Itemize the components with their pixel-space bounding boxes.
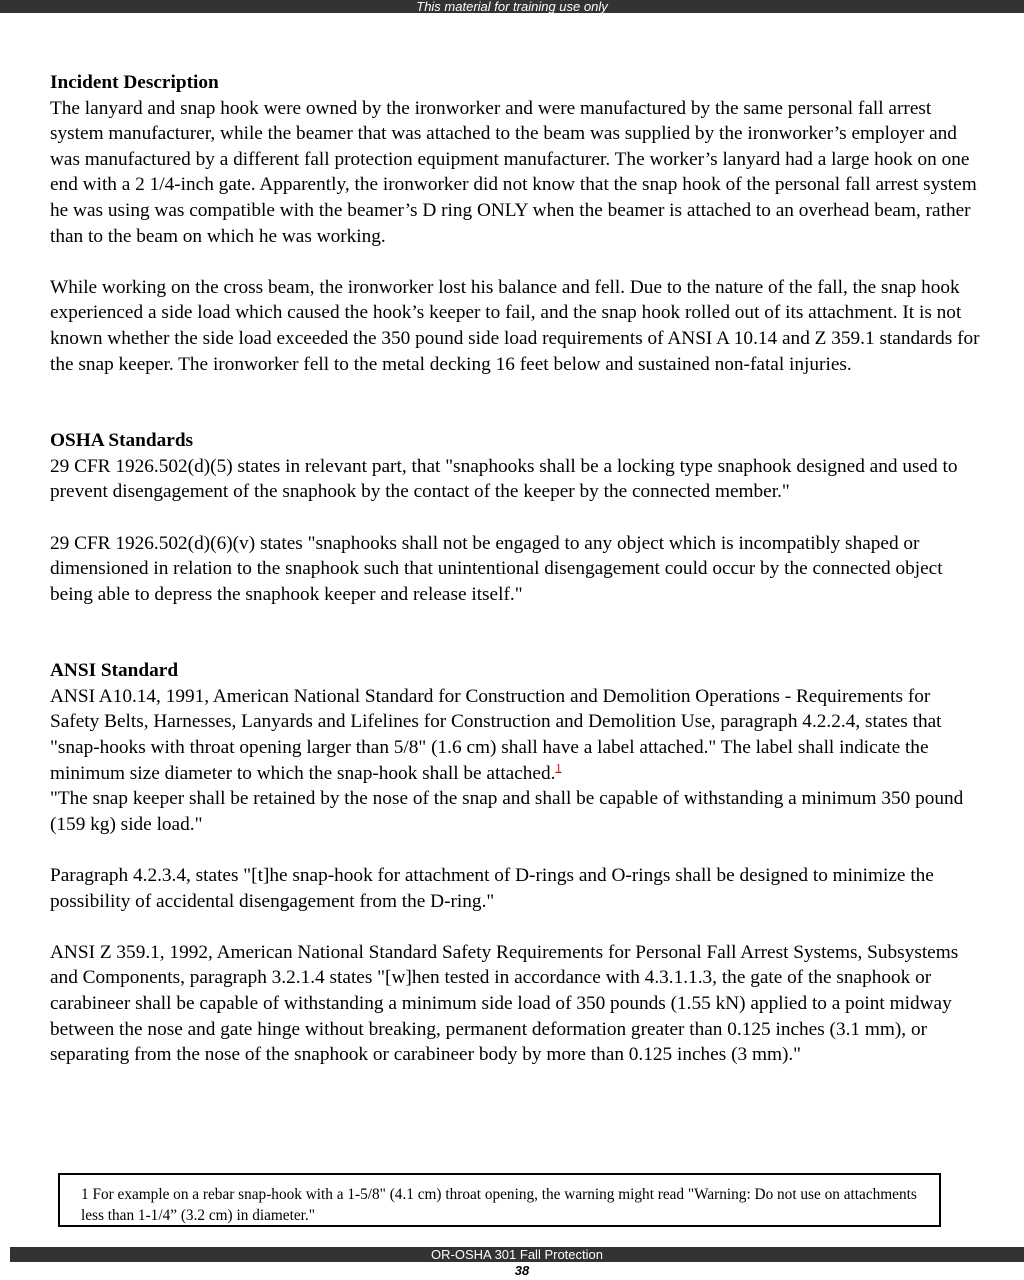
osha-standards-heading: OSHA Standards <box>50 430 194 452</box>
footnote-reference-link[interactable]: 1 <box>555 760 562 775</box>
page-number: 38 <box>514 1263 530 1278</box>
ansi-standard-heading: ANSI Standard <box>50 660 179 682</box>
ansi-paragraph-3: ANSI Z 359.1, 1992, American National Standard Safety Requirements for Personal Fall Arrest Systems, Subsystems and Components, paragraph 3.2.1.4 states "[w]hen tested in accordance with 4.3.1.1.3, the gate of the snaphook or carabineer shall be capable of withstanding a minimum side load of 350 pounds (1.55 kN) applied to a point midway between the nose and gate hinge without breaking, permanent deformation greater than 0.125 inches (3.1 mm), or separating from the nose of the snaphook or carabineer body by more than 0.125 inches (3 mm)." <box>50 941 959 1066</box>
incident-paragraph-1: The lanyard and snap hook were owned by the ironworker and were manufactured by the same personal fall arrest system manufacturer, while the beamer that was attached to the beam was supplied by the ironworker’s employer and was manufactured by a different fall protection equipment manufacturer. The worker’s lanyard had a large hook on one end with a 2 1/4-inch gate. Apparently, the ironworker did not know that the snap hook of the personal fall arrest system he was using was compatible with the beamer’s D ring ONLY when the beamer is attached to an overhead beam, rather than to the beam on which he was working. <box>50 97 977 247</box>
osha-paragraph-2: 29 CFR 1926.502(d)(6)(v) states "snaphooks shall not be engaged to any object which is incompatibly shaped or dimensioned in relation to the snaphook such that unintentional disengagement could occur by the connected object being able to depress the snaphook keeper and release itself." <box>50 532 943 605</box>
ansi-paragraph-2: Paragraph 4.2.3.4, states "[t]he snap-hook for attachment of D-rings and O-rings shall be designed to minimize the possibility of accidental disengagement from the D-ring." <box>50 865 934 912</box>
document-body <box>50 70 980 1068</box>
osha-paragraph-1: 29 CFR 1926.502(d)(5) states in relevant part, that "snaphooks shall be a locking type snaphook designed and used to prevent disengagement of the snaphook by the contact of the keeper by the connected member." <box>50 455 958 503</box>
footer-course-bar: OR-OSHA 301 Fall Protection <box>10 1247 1024 1262</box>
ansi-paragraph-1 <box>50 684 980 838</box>
footnote-box <box>58 1173 941 1227</box>
incident-paragraph-2: While working on the cross beam, the ironworker lost his balance and fell. Due to the nature of the fall, the snap hook experienced a side load which caused the hook’s keeper to fail, and the snap hook rolled out of its attachment. It is not known whether the side load exceeded the 350 pound side load requirements of ANSI A 10.14 and Z 359.1 standards for the snap keeper. The ironworker fell to the metal decking 16 feet below and sustained non-fatal injuries. <box>50 276 980 375</box>
footnote-text: 1 For example on a rebar snap-hook with a 1-5/8" (4.1 cm) throat opening, the warning might read "Warning: Do not use on attachments less than 1-1/4” (3.2 cm) in diameter." <box>81 1186 917 1224</box>
ansi-paragraph-1-text: ANSI A10.14, 1991, American National Standard for Construction and Demolition Operations - Requirements for Safety Belts, Harnesses, Lanyards and Lifelines for Construction and Demolition Use, paragraph 4.2.2.4, states that "snap-hooks with throat opening larger than 5/8" (1.6 cm) shall have a label attached." The label shall indicate the minimum size diameter to which the snap-hook shall be attached. <box>50 685 942 784</box>
header-banner: This material for training use only <box>0 0 1024 13</box>
incident-description-heading: Incident Description <box>50 72 219 93</box>
ansi-paragraph-1-continuation: "The snap keeper shall be retained by the nose of the snap and shall be capable of withstanding a minimum 350 pound (159 kg) side load." <box>50 788 964 835</box>
